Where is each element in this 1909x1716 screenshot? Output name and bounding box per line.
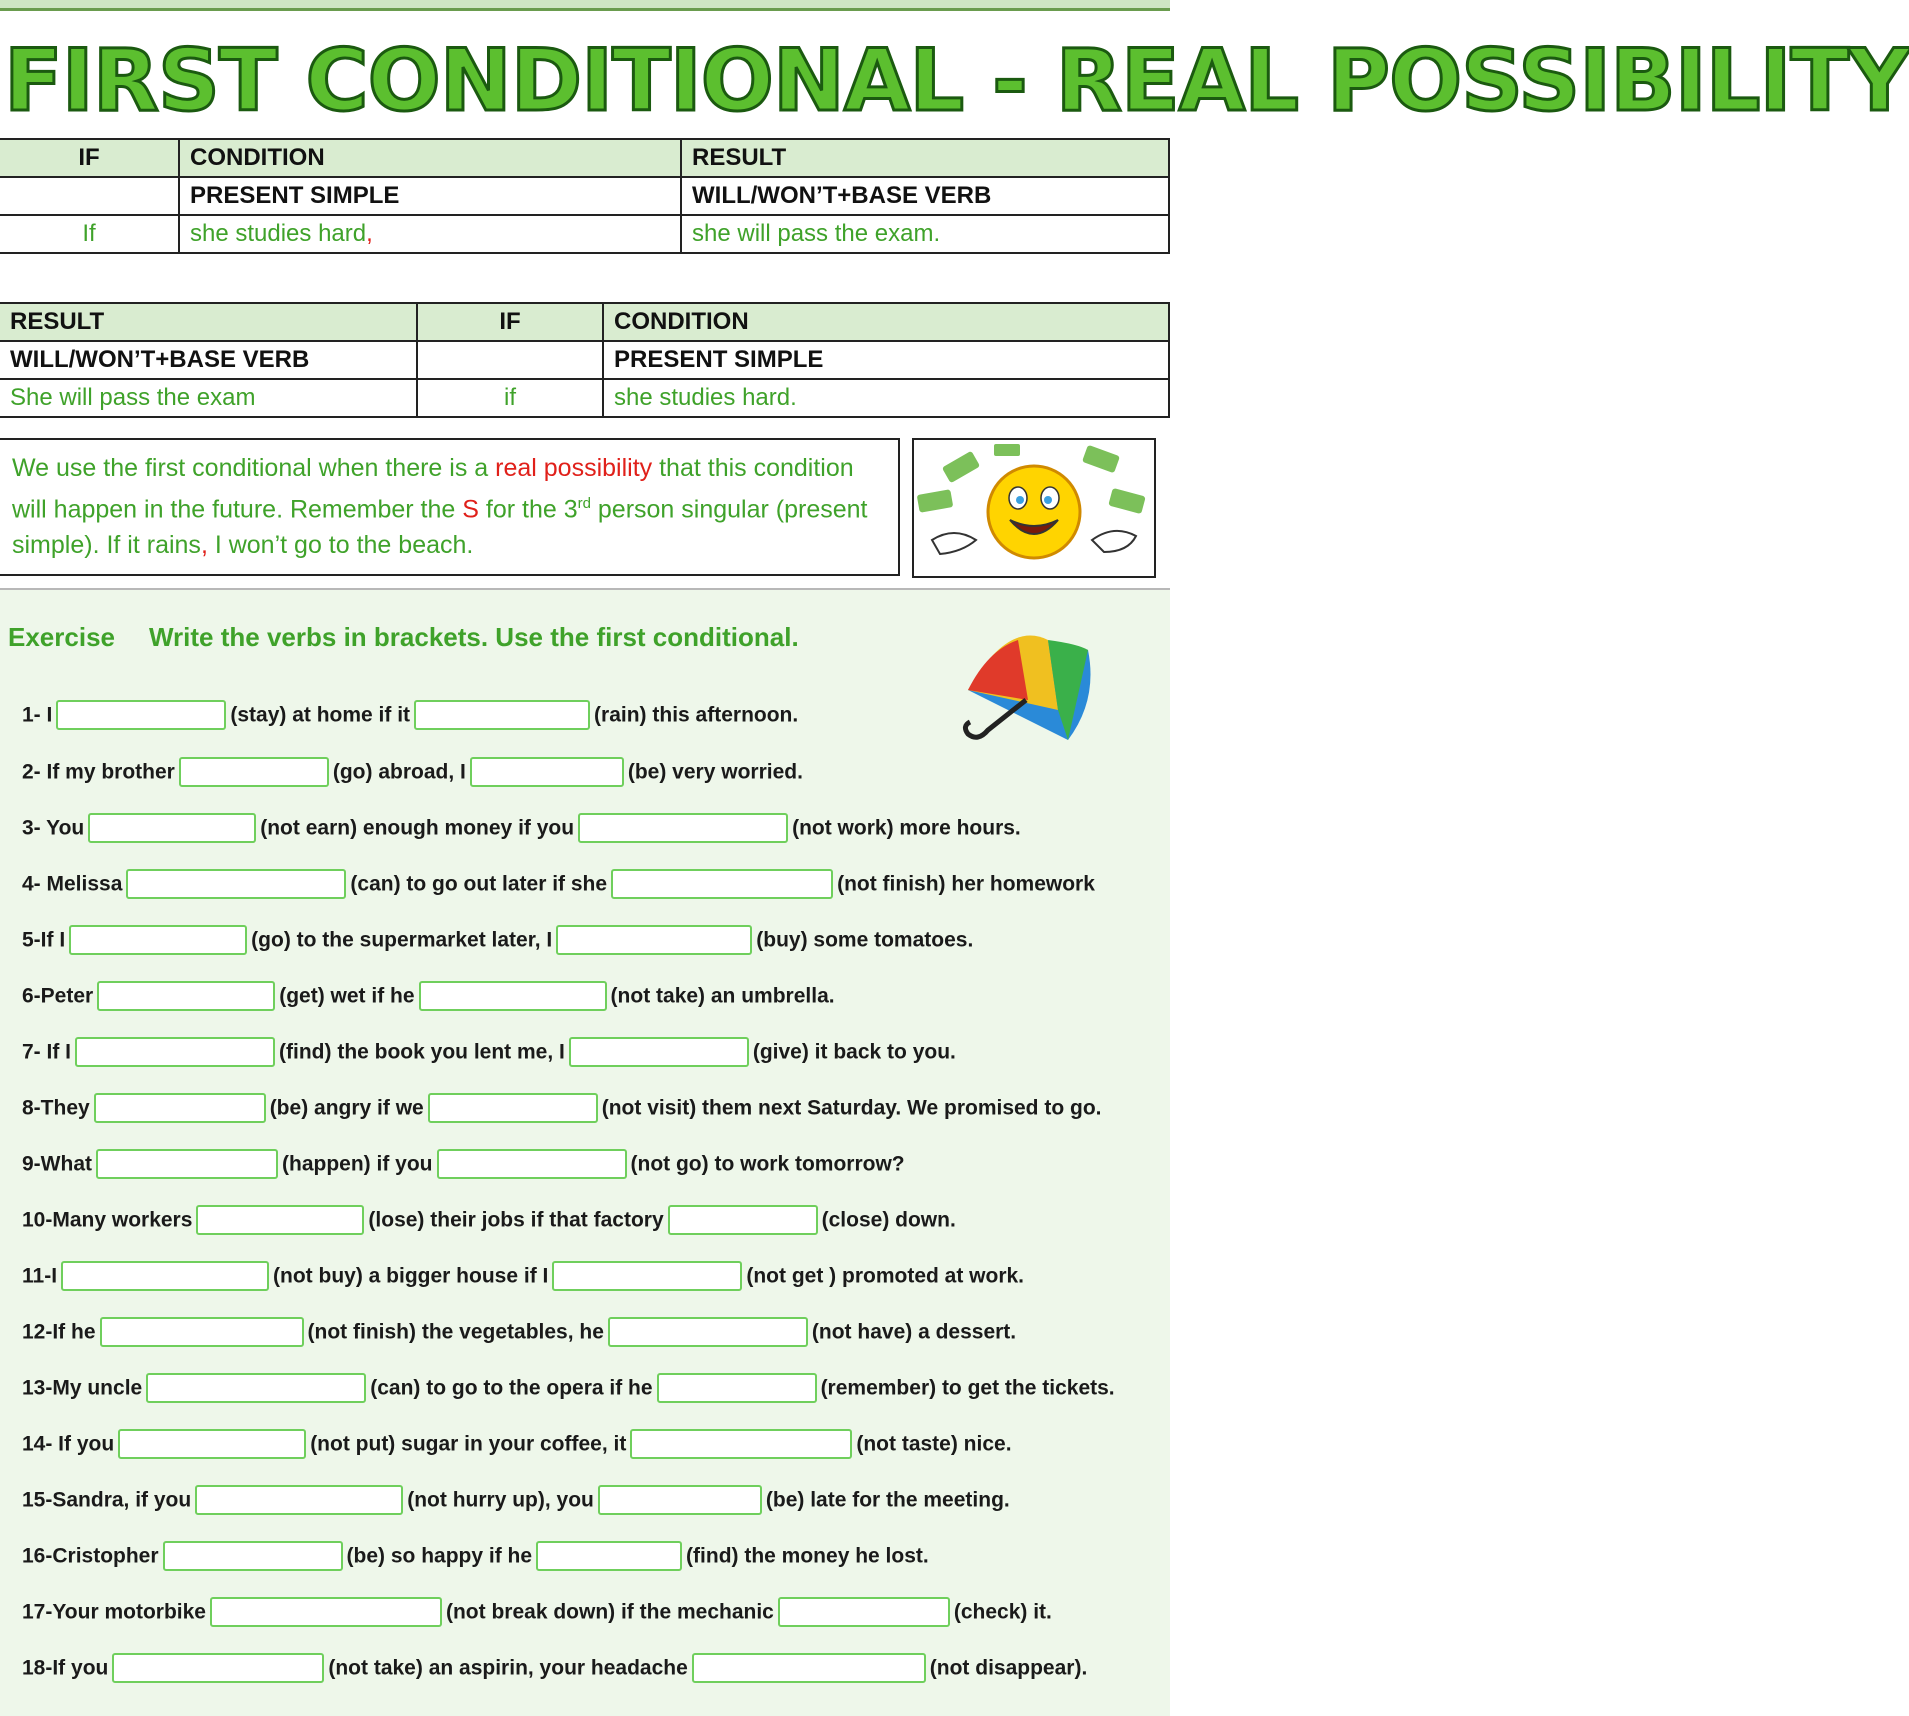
answer-blank-2[interactable] [470, 757, 624, 787]
exercise-item [22, 1088, 1102, 1128]
example-condition [179, 215, 681, 253]
example-if: if [417, 379, 603, 417]
answer-blank-2[interactable] [569, 1037, 749, 1067]
answer-blank-1[interactable] [69, 925, 247, 955]
exercise-item-text: (remember) to get the tickets. [820, 1376, 1115, 1400]
top-border-line [0, 8, 1170, 11]
answer-blank-2[interactable] [552, 1261, 742, 1291]
explanation-text: for the 3 [478, 495, 578, 524]
example-row [0, 379, 1169, 417]
answer-blank-1[interactable] [94, 1093, 266, 1123]
answer-blank-1[interactable] [146, 1373, 366, 1403]
exercise-item-text: (rain) this afternoon. [594, 703, 799, 727]
exercise-item [22, 1480, 1010, 1520]
table-header-row [0, 139, 1169, 177]
exercise-item [22, 864, 1095, 904]
page-title: FIRST CONDITIONAL - REAL POSSIBILITY [4, 31, 1909, 131]
exercise-item [22, 752, 803, 792]
tense-result: WILL/WON’T+BASE VERB [681, 177, 1169, 215]
answer-blank-1[interactable] [126, 869, 346, 899]
exercise-item [22, 1200, 956, 1240]
exercise-item-text: 13-My uncle [22, 1376, 143, 1400]
exercise-item-text: (go) to the supermarket later, I [251, 928, 553, 952]
answer-blank-2[interactable] [437, 1149, 627, 1179]
s-highlight: S [462, 495, 479, 524]
exercise-item-text: (can) to go out later if she [350, 872, 608, 896]
answer-blank-1[interactable] [96, 1149, 278, 1179]
tense-result: WILL/WON’T+BASE VERB [0, 341, 417, 379]
answer-blank-2[interactable] [778, 1597, 950, 1627]
exercise-item [22, 1144, 905, 1184]
answer-blank-2[interactable] [630, 1429, 852, 1459]
exercise-item [22, 1424, 1012, 1464]
structure-table-if-first [0, 138, 1170, 254]
exercise-item-text: (not finish) the vegetables, he [307, 1320, 604, 1344]
example-if: If [0, 215, 179, 253]
exercise-item-text: (stay) at home if it [230, 703, 411, 727]
answer-blank-2[interactable] [414, 700, 590, 730]
answer-blank-2[interactable] [692, 1653, 926, 1683]
exercise-label: Exercise [8, 622, 115, 652]
answer-blank-1[interactable] [210, 1597, 442, 1627]
exercise-item [22, 1592, 1052, 1632]
tense-if [0, 177, 179, 215]
exercise-item-text: (not work) more hours. [792, 816, 1021, 840]
explanation-box [0, 438, 900, 576]
answer-blank-2[interactable] [598, 1485, 762, 1515]
exercise-item-text: (not finish) her homework [837, 872, 1095, 896]
exercise-item-text: (get) wet if he [279, 984, 415, 1008]
answer-blank-1[interactable] [75, 1037, 275, 1067]
answer-blank-2[interactable] [668, 1205, 818, 1235]
answer-blank-2[interactable] [657, 1373, 817, 1403]
exercise-item-text: 14- If you [22, 1432, 115, 1456]
answer-blank-2[interactable] [428, 1093, 598, 1123]
exercise-item-text: (not buy) a bigger house if I [273, 1264, 549, 1288]
tense-if [417, 341, 603, 379]
example-condition: she studies hard. [603, 379, 1169, 417]
exercise-item [22, 1536, 929, 1576]
exercise-item-text: (be) late for the meeting. [765, 1488, 1010, 1512]
answer-blank-1[interactable] [196, 1205, 364, 1235]
tense-condition: PRESENT SIMPLE [179, 177, 681, 215]
answer-blank-1[interactable] [61, 1261, 269, 1291]
exercise-item [22, 808, 1021, 848]
answer-blank-1[interactable] [97, 981, 275, 1011]
exercise-item-text: (be) angry if we [269, 1096, 424, 1120]
exercise-item-text: 17-Your motorbike [22, 1600, 206, 1624]
real-possibility-highlight: real possibility [495, 454, 653, 482]
header-if: IF [0, 139, 179, 177]
money-smiley-icon [914, 440, 1154, 576]
exercise-item [22, 920, 973, 960]
exercise-item-text: (be) very worried. [627, 760, 803, 784]
tense-condition: PRESENT SIMPLE [603, 341, 1169, 379]
exercise-item [22, 1312, 1016, 1352]
exercise-item-text: 8-They [22, 1096, 90, 1120]
exercise-item [22, 1648, 1087, 1688]
example-result: She will pass the exam [0, 379, 417, 417]
exercise-item [22, 1256, 1024, 1296]
answer-blank-1[interactable] [88, 813, 256, 843]
exercise-item-text: (not take) an aspirin, your headache [328, 1656, 688, 1680]
exercise-heading [8, 622, 799, 653]
exercise-item-text: 4- Melissa [22, 872, 123, 896]
explanation-text: I won’t go to the beach. [207, 531, 474, 560]
exercise-item [22, 976, 835, 1016]
exercise-item-text: (not hurry up), you [407, 1488, 594, 1512]
answer-blank-1[interactable] [100, 1317, 304, 1347]
tense-row [0, 177, 1169, 215]
exercise-item-text: 12-If he [22, 1320, 96, 1344]
answer-blank-1[interactable] [195, 1485, 403, 1515]
answer-blank-2[interactable] [578, 813, 788, 843]
exercise-item-text: (check) it. [953, 1600, 1052, 1624]
example-condition-text: she studies hard [190, 220, 367, 247]
exercise-item-text: 15-Sandra, if you [22, 1488, 192, 1512]
exercise-item-text: (not taste) nice. [856, 1432, 1012, 1456]
exercise-item-text: 18-If you [22, 1656, 109, 1680]
exercise-item-text: (not go) to work tomorrow? [630, 1152, 905, 1176]
exercise-item-text: (not break down) if the mechanic [445, 1600, 774, 1624]
explanation-text: We use the first conditional when there is a [12, 454, 496, 482]
exercise-item-text: 6-Peter [22, 984, 94, 1008]
exercise-item-text: (not disappear). [929, 1656, 1088, 1680]
exercise-item-text: (not visit) them next Saturday. We promised to go. [601, 1096, 1102, 1120]
exercise-item-text: 2- If my brother [22, 760, 175, 784]
table-header-row [0, 303, 1169, 341]
exercise-item-text: 7- If I [22, 1040, 72, 1064]
explanation-text: that this condition will happen in the future. Remember the [12, 454, 854, 524]
answer-blank-1[interactable] [163, 1541, 343, 1571]
exercise-item-text: (close) down. [821, 1208, 956, 1232]
exercise-item-text: (can) to go to the opera if he [370, 1376, 653, 1400]
header-result: RESULT [681, 139, 1169, 177]
comma-highlight: , [200, 531, 208, 560]
exercise-item-text: 5-If I [22, 928, 66, 952]
exercise-item [22, 695, 798, 735]
example-result: she will pass the exam. [681, 215, 1169, 253]
answer-blank-1[interactable] [56, 700, 226, 730]
exercise-instruction: Write the verbs in brackets. Use the first conditional. [148, 622, 799, 652]
structure-table-result-first [0, 302, 1170, 418]
answer-blank-2[interactable] [608, 1317, 808, 1347]
exercise-item-text: (not put) sugar in your coffee, it [310, 1432, 627, 1456]
exercise-item-text: 10-Many workers [22, 1208, 193, 1232]
exercise-item [22, 1368, 1115, 1408]
exercise-item [22, 1032, 956, 1072]
exercise-item-text: (go) abroad, I [332, 760, 466, 784]
answer-blank-1[interactable] [112, 1653, 324, 1683]
header-result: RESULT [0, 303, 417, 341]
top-border [0, 0, 1170, 8]
exercise-item-text: (happen) if you [282, 1152, 433, 1176]
answer-blank-1[interactable] [118, 1429, 306, 1459]
exercise-item-text: (find) the money he lost. [686, 1544, 929, 1568]
exercise-item-text: 3- You [22, 816, 85, 840]
header-condition: CONDITION [179, 139, 681, 177]
umbrella-icon [948, 630, 1098, 754]
answer-blank-2[interactable] [611, 869, 833, 899]
example-comma: , [366, 220, 373, 247]
tense-row [0, 341, 1169, 379]
exercise-item-text: (not take) an umbrella. [610, 984, 835, 1008]
explanation-text: person singular (present simple). If it rains [12, 495, 868, 560]
header-if: IF [417, 303, 603, 341]
example-row [0, 215, 1169, 253]
exercise-item-text: (buy) some tomatoes. [756, 928, 974, 952]
exercise-item-text: 1- I [22, 703, 53, 727]
exercise-item-text: 9-What [22, 1152, 92, 1176]
answer-blank-2[interactable] [556, 925, 752, 955]
exercise-item-text: (not have) a dessert. [811, 1320, 1017, 1344]
answer-blank-2[interactable] [419, 981, 607, 1011]
exercise-item-text: (lose) their jobs if that factory [368, 1208, 664, 1232]
superscript-rd: rd [577, 495, 591, 512]
exercise-item-text: (give) it back to you. [752, 1040, 956, 1064]
answer-blank-2[interactable] [536, 1541, 682, 1571]
header-condition: CONDITION [603, 303, 1169, 341]
answer-blank-1[interactable] [179, 757, 329, 787]
exercise-item-text: (find) the book you lent me, I [279, 1040, 565, 1064]
exercise-item-text: (not earn) enough money if you [260, 816, 575, 840]
exercise-item-text: 16-Cristopher [22, 1544, 159, 1568]
exercise-item-text: 11-I [22, 1264, 58, 1288]
exercise-item-text: (not get ) promoted at work. [746, 1264, 1025, 1288]
smiley-illustration [912, 438, 1156, 578]
exercise-item-text: (be) so happy if he [346, 1544, 533, 1568]
